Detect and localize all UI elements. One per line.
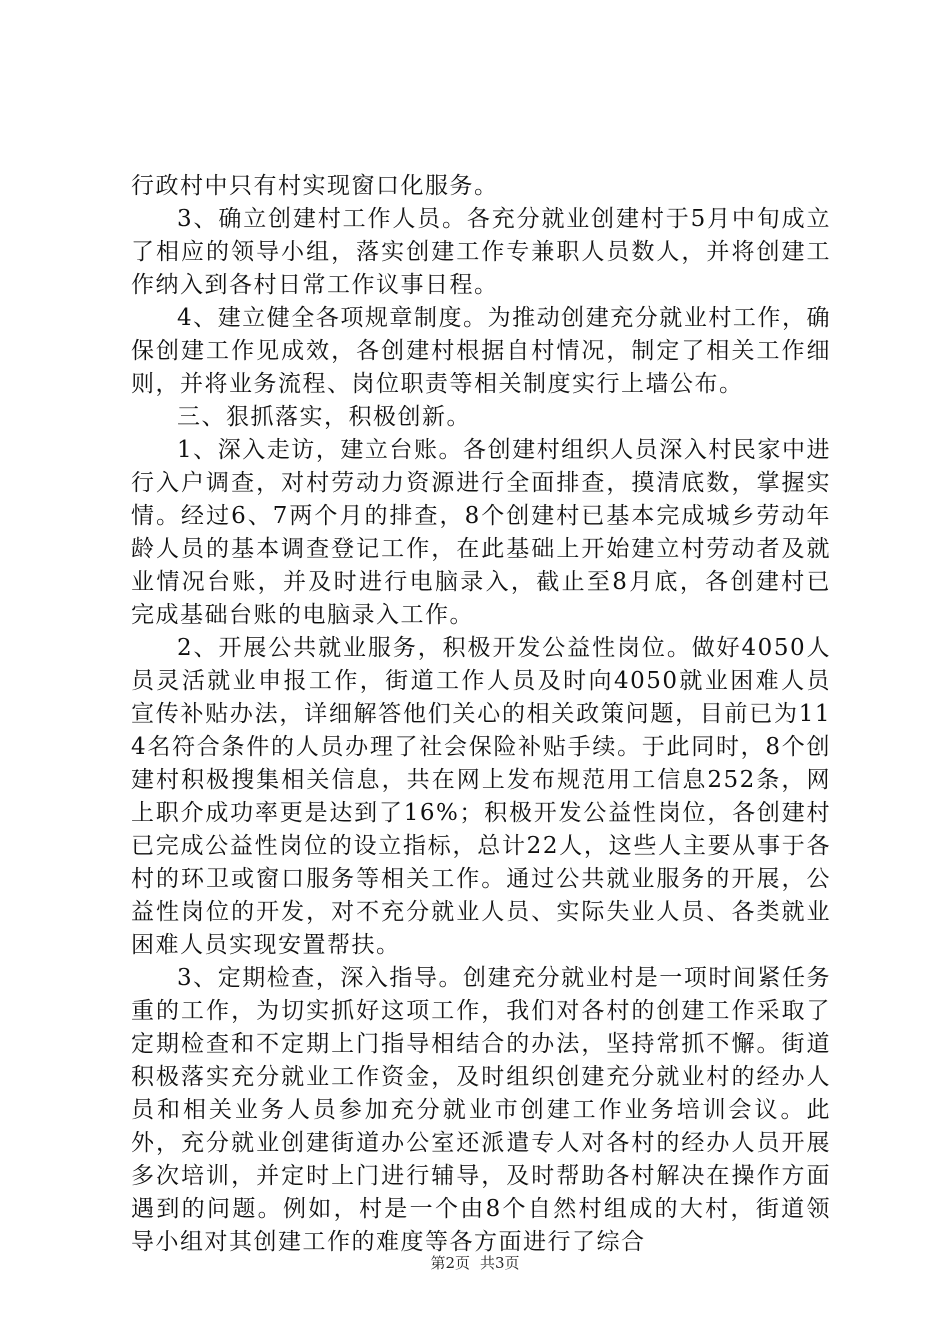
document-body [131,170,831,1259]
paragraph: 4、建立健全各项规章制度。为推动创建充分就业村工作，确保创建工作见成效，各创建村根据自村情况，制定了相关工作细则，并将业务流程、岗位职责等相关制度实行上墙公布。 [131,305,831,397]
paragraph: 行政村中只有村实现窗口化服务。 [131,173,499,199]
paragraph: 1、深入走访，建立台账。各创建村组织人员深入村民家中进行入户调查，对村劳动力资源进行全面排查，摸清底数，掌握实情。经过6、7两个月的排查，8个创建村已基本完成城乡劳动年龄人员的基本调查登记工作，在此基础上开始建立村劳动者及就业情况台账，并及时进行电脑录入，截止至8月底，各创建村已完成基础台账的电脑录入工作。 [131,437,831,628]
paragraph: 2、开展公共就业服务，积极开发公益性岗位。做好4050人员灵活就业申报工作，街道工作人员及时向4050就业困难人员宣传补贴办法，详细解答他们关心的相关政策问题，目前已为114名符合条件的人员办理了社会保险补贴手续。于此同时，8个创建村积极搜集相关信息，共在网上发布规范用工信息252条，网上职介成功率更是达到了16%；积极开发公益性岗位，各创建村已完成公益性岗位的设立指标，总计22人，这些人主要从事于各村的环卫或窗口服务等相关工作。通过公共就业服务的开展，公益性岗位的开发，对不充分就业人员、实际失业人员、各类就业困难人员实现安置帮扶。 [131,635,831,958]
section-heading: 三、狠抓落实，积极创新。 [177,404,471,430]
page-footer [0,1252,950,1273]
paragraph: 3、定期检查，深入指导。创建充分就业村是一项时间紧任务重的工作，为切实抓好这项工作，我们对各村的创建工作采取了定期检查和不定期上门指导相结合的办法，坚持常抓不懈。街道积极落实充分就业工作资金，及时组织创建充分就业村的经办人员和相关业务人员参加充分就业市创建工作业务培训会议。此外，充分就业创建街道办公室还派遣专人对各村的经办人员开展多次培训，并定时上门进行辅导，及时帮助各村解决在操作方面遇到的问题。例如，村是一个由8个自然村组成的大村，街道领导小组对其创建工作的难度等各方面进行了综合 [131,965,831,1255]
paragraph: 3、确立创建村工作人员。各充分就业创建村于5月中旬成立了相应的领导小组，落实创建工作专兼职人员数人，并将创建工作纳入到各村日常工作议事日程。 [131,206,831,298]
page-total: 共3页 [480,1254,520,1272]
page-number: 第2页 [430,1254,470,1272]
